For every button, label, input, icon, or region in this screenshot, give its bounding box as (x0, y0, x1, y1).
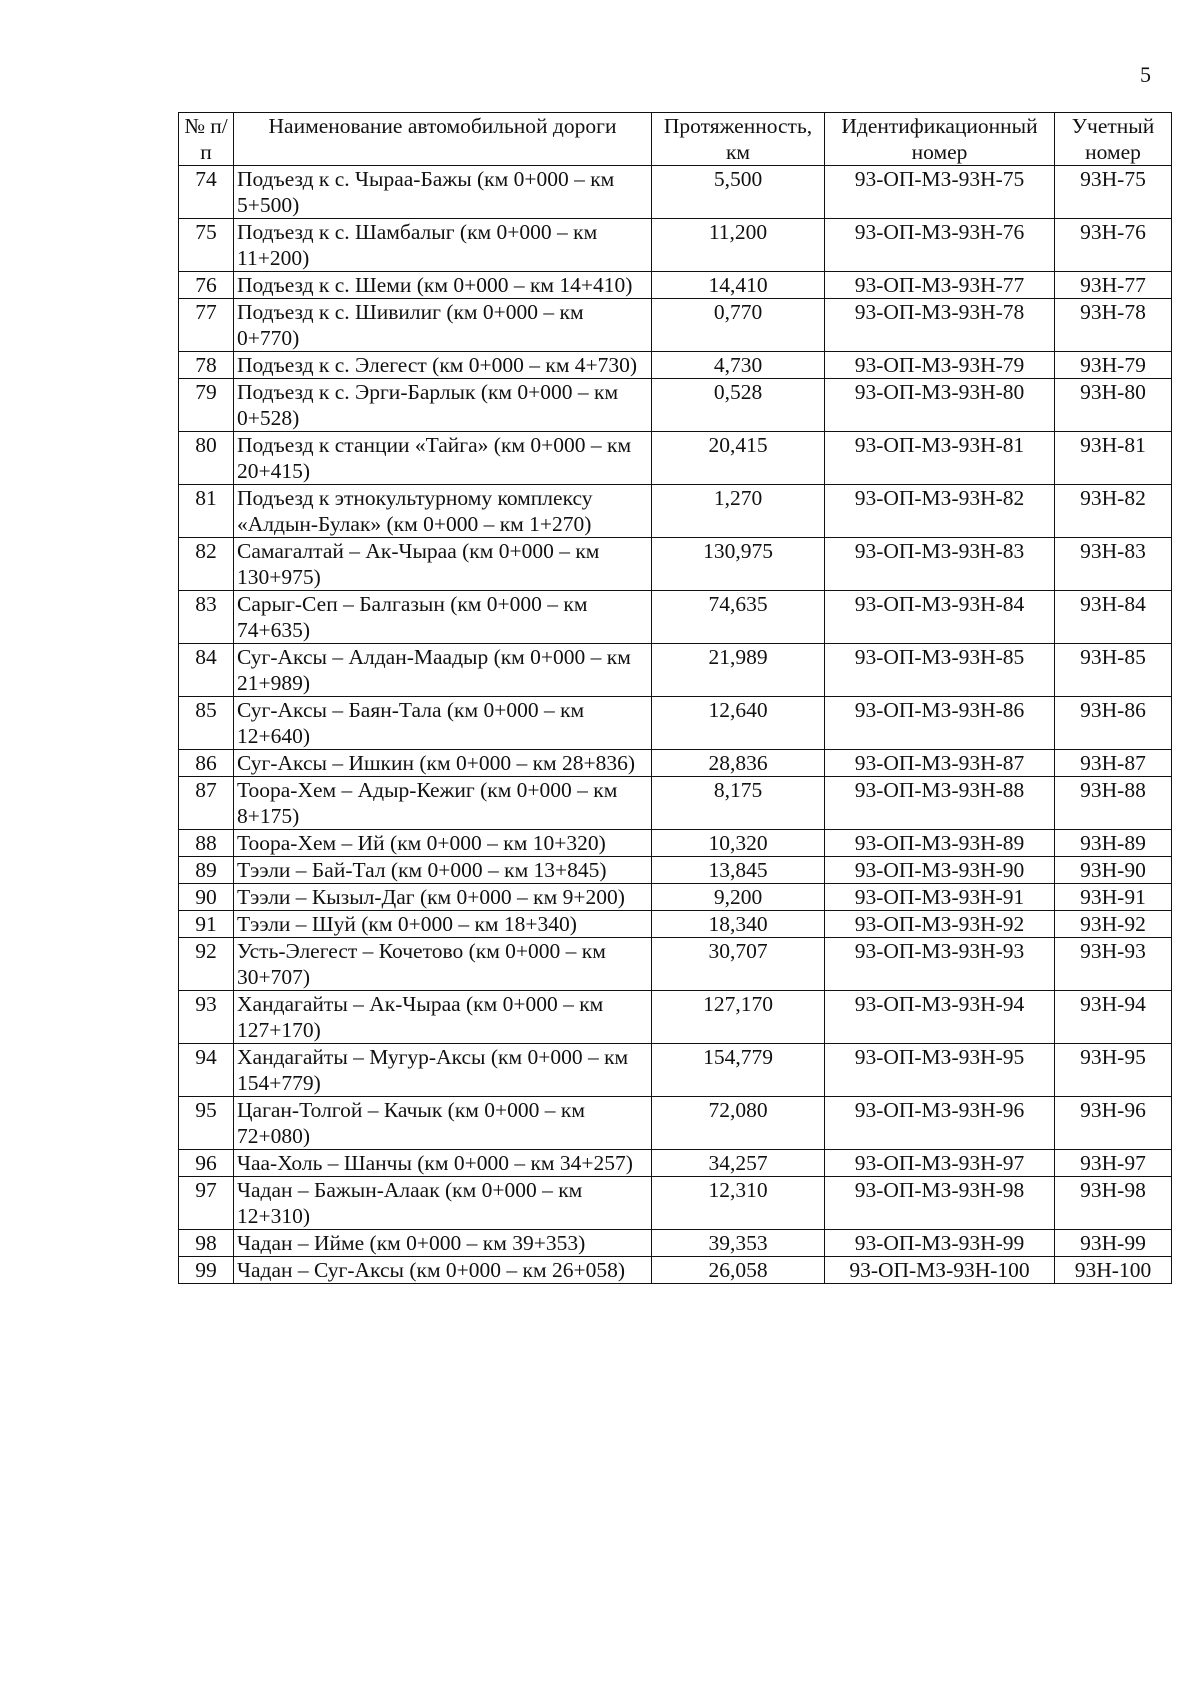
cell-num: 95 (179, 1097, 234, 1150)
cell-length: 5,500 (652, 166, 825, 219)
header-id: Идентификационный номер (825, 113, 1055, 166)
table-row (179, 272, 1172, 299)
table-row (179, 1230, 1172, 1257)
cell-length: 0,770 (652, 299, 825, 352)
table-row (179, 1257, 1172, 1284)
cell-num: 77 (179, 299, 234, 352)
cell-length: 4,730 (652, 352, 825, 379)
cell-length: 130,975 (652, 538, 825, 591)
cell-road-name: Подъезд к с. Эрги-Барлык (км 0+000 – км 0+528) (234, 379, 652, 432)
cell-id-number: 93-ОП-МЗ-93Н-100 (825, 1257, 1055, 1284)
cell-road-name: Подъезд к с. Шеми (км 0+000 – км 14+410) (234, 272, 652, 299)
cell-road-name: Тээли – Кызыл-Даг (км 0+000 – км 9+200) (234, 884, 652, 911)
cell-id-number: 93-ОП-МЗ-93Н-90 (825, 857, 1055, 884)
cell-length: 13,845 (652, 857, 825, 884)
cell-length: 14,410 (652, 272, 825, 299)
cell-id-number: 93-ОП-МЗ-93Н-78 (825, 299, 1055, 352)
cell-account-number: 93Н-90 (1055, 857, 1172, 884)
table-row (179, 991, 1172, 1044)
cell-account-number: 93Н-78 (1055, 299, 1172, 352)
cell-account-number: 93Н-82 (1055, 485, 1172, 538)
cell-num: 94 (179, 1044, 234, 1097)
cell-account-number: 93Н-94 (1055, 991, 1172, 1044)
cell-num: 84 (179, 644, 234, 697)
cell-road-name: Хандагайты – Ак-Чыраа (км 0+000 – км 127+170) (234, 991, 652, 1044)
cell-road-name: Подъезд к с. Элегест (км 0+000 – км 4+730) (234, 352, 652, 379)
cell-account-number: 93Н-95 (1055, 1044, 1172, 1097)
cell-account-number: 93Н-99 (1055, 1230, 1172, 1257)
cell-account-number: 93Н-79 (1055, 352, 1172, 379)
cell-length: 10,320 (652, 830, 825, 857)
cell-account-number: 93Н-77 (1055, 272, 1172, 299)
cell-num: 82 (179, 538, 234, 591)
cell-road-name: Тоора-Хем – Адыр-Кежиг (км 0+000 – км 8+175) (234, 777, 652, 830)
cell-id-number: 93-ОП-МЗ-93Н-96 (825, 1097, 1055, 1150)
cell-length: 26,058 (652, 1257, 825, 1284)
cell-id-number: 93-ОП-МЗ-93Н-89 (825, 830, 1055, 857)
table-row (179, 432, 1172, 485)
cell-account-number: 93Н-80 (1055, 379, 1172, 432)
page-number: 5 (1140, 62, 1151, 87)
table-row (179, 830, 1172, 857)
cell-length: 74,635 (652, 591, 825, 644)
cell-length: 154,779 (652, 1044, 825, 1097)
cell-num: 80 (179, 432, 234, 485)
cell-id-number: 93-ОП-МЗ-93Н-77 (825, 272, 1055, 299)
header-length: Протяженность, км (652, 113, 825, 166)
cell-account-number: 93Н-91 (1055, 884, 1172, 911)
cell-id-number: 93-ОП-МЗ-93Н-95 (825, 1044, 1055, 1097)
cell-num: 98 (179, 1230, 234, 1257)
table-row (179, 884, 1172, 911)
table-row (179, 911, 1172, 938)
cell-id-number: 93-ОП-МЗ-93Н-80 (825, 379, 1055, 432)
cell-id-number: 93-ОП-МЗ-93Н-75 (825, 166, 1055, 219)
table-row (179, 857, 1172, 884)
cell-account-number: 93Н-96 (1055, 1097, 1172, 1150)
cell-account-number: 93Н-81 (1055, 432, 1172, 485)
cell-road-name: Тээли – Бай-Тал (км 0+000 – км 13+845) (234, 857, 652, 884)
cell-account-number: 93Н-76 (1055, 219, 1172, 272)
cell-id-number: 93-ОП-МЗ-93Н-81 (825, 432, 1055, 485)
cell-length: 8,175 (652, 777, 825, 830)
cell-road-name: Тоора-Хем – Ий (км 0+000 – км 10+320) (234, 830, 652, 857)
cell-num: 91 (179, 911, 234, 938)
cell-id-number: 93-ОП-МЗ-93Н-82 (825, 485, 1055, 538)
table-row (179, 352, 1172, 379)
cell-id-number: 93-ОП-МЗ-93Н-79 (825, 352, 1055, 379)
table-row (179, 1044, 1172, 1097)
cell-length: 39,353 (652, 1230, 825, 1257)
table-row (179, 1150, 1172, 1177)
cell-id-number: 93-ОП-МЗ-93Н-94 (825, 991, 1055, 1044)
cell-num: 74 (179, 166, 234, 219)
cell-id-number: 93-ОП-МЗ-93Н-88 (825, 777, 1055, 830)
table-row (179, 1177, 1172, 1230)
cell-length: 12,310 (652, 1177, 825, 1230)
cell-id-number: 93-ОП-МЗ-93Н-85 (825, 644, 1055, 697)
table-row (179, 219, 1172, 272)
cell-road-name: Самагалтай – Ак-Чыраа (км 0+000 – км 130+975) (234, 538, 652, 591)
cell-road-name: Суг-Аксы – Алдан-Маадыр (км 0+000 – км 21+989) (234, 644, 652, 697)
cell-id-number: 93-ОП-МЗ-93Н-93 (825, 938, 1055, 991)
cell-account-number: 93Н-84 (1055, 591, 1172, 644)
cell-num: 92 (179, 938, 234, 991)
table-row (179, 938, 1172, 991)
cell-road-name: Цаган-Толгой – Качык (км 0+000 – км 72+080) (234, 1097, 652, 1150)
cell-length: 0,528 (652, 379, 825, 432)
cell-length: 72,080 (652, 1097, 825, 1150)
table-row (179, 538, 1172, 591)
cell-length: 127,170 (652, 991, 825, 1044)
cell-length: 9,200 (652, 884, 825, 911)
cell-id-number: 93-ОП-МЗ-93Н-84 (825, 591, 1055, 644)
table-row (179, 166, 1172, 219)
cell-num: 88 (179, 830, 234, 857)
cell-road-name: Подъезд к с. Шамбалыг (км 0+000 – км 11+200) (234, 219, 652, 272)
cell-road-name: Чаа-Холь – Шанчы (км 0+000 – км 34+257) (234, 1150, 652, 1177)
cell-length: 21,989 (652, 644, 825, 697)
cell-account-number: 93Н-87 (1055, 750, 1172, 777)
cell-road-name: Чадан – Суг-Аксы (км 0+000 – км 26+058) (234, 1257, 652, 1284)
cell-length: 18,340 (652, 911, 825, 938)
cell-account-number: 93Н-93 (1055, 938, 1172, 991)
cell-length: 12,640 (652, 697, 825, 750)
cell-num: 75 (179, 219, 234, 272)
cell-num: 78 (179, 352, 234, 379)
table-row (179, 1097, 1172, 1150)
cell-id-number: 93-ОП-МЗ-93Н-86 (825, 697, 1055, 750)
table-row (179, 777, 1172, 830)
cell-num: 90 (179, 884, 234, 911)
header-num: № п/п (179, 113, 234, 166)
header-name: Наименование автомобильной дороги (234, 113, 652, 166)
cell-account-number: 93Н-86 (1055, 697, 1172, 750)
cell-id-number: 93-ОП-МЗ-93Н-91 (825, 884, 1055, 911)
cell-road-name: Чадан – Ийме (км 0+000 – км 39+353) (234, 1230, 652, 1257)
table-row (179, 697, 1172, 750)
cell-account-number: 93Н-75 (1055, 166, 1172, 219)
cell-num: 89 (179, 857, 234, 884)
cell-id-number: 93-ОП-МЗ-93Н-99 (825, 1230, 1055, 1257)
cell-id-number: 93-ОП-МЗ-93Н-92 (825, 911, 1055, 938)
cell-road-name: Чадан – Бажын-Алаак (км 0+000 – км 12+310) (234, 1177, 652, 1230)
table-row (179, 591, 1172, 644)
cell-num: 83 (179, 591, 234, 644)
cell-id-number: 93-ОП-МЗ-93Н-97 (825, 1150, 1055, 1177)
cell-road-name: Суг-Аксы – Баян-Тала (км 0+000 – км 12+640) (234, 697, 652, 750)
cell-road-name: Подъезд к с. Шивилиг (км 0+000 – км 0+770) (234, 299, 652, 352)
cell-num: 81 (179, 485, 234, 538)
cell-account-number: 93Н-100 (1055, 1257, 1172, 1284)
cell-road-name: Усть-Элегест – Кочетово (км 0+000 – км 30+707) (234, 938, 652, 991)
cell-id-number: 93-ОП-МЗ-93Н-87 (825, 750, 1055, 777)
cell-road-name: Подъезд к этнокультурному комплексу «Алдын-Булак» (км 0+000 – км 1+270) (234, 485, 652, 538)
table-row (179, 299, 1172, 352)
cell-account-number: 93Н-98 (1055, 1177, 1172, 1230)
cell-length: 30,707 (652, 938, 825, 991)
cell-account-number: 93Н-89 (1055, 830, 1172, 857)
cell-road-name: Тээли – Шуй (км 0+000 – км 18+340) (234, 911, 652, 938)
table-header-row (179, 113, 1172, 166)
cell-road-name: Сарыг-Сеп – Балгазын (км 0+000 – км 74+635) (234, 591, 652, 644)
cell-road-name: Хандагайты – Мугур-Аксы (км 0+000 – км 154+779) (234, 1044, 652, 1097)
cell-num: 99 (179, 1257, 234, 1284)
cell-id-number: 93-ОП-МЗ-93Н-98 (825, 1177, 1055, 1230)
cell-account-number: 93Н-97 (1055, 1150, 1172, 1177)
table-row (179, 379, 1172, 432)
cell-road-name: Подъезд к станции «Тайга» (км 0+000 – км 20+415) (234, 432, 652, 485)
cell-num: 97 (179, 1177, 234, 1230)
cell-num: 85 (179, 697, 234, 750)
cell-account-number: 93Н-92 (1055, 911, 1172, 938)
cell-num: 86 (179, 750, 234, 777)
cell-length: 28,836 (652, 750, 825, 777)
cell-length: 1,270 (652, 485, 825, 538)
cell-account-number: 93Н-83 (1055, 538, 1172, 591)
table-row (179, 644, 1172, 697)
cell-account-number: 93Н-88 (1055, 777, 1172, 830)
cell-num: 76 (179, 272, 234, 299)
cell-length: 20,415 (652, 432, 825, 485)
cell-length: 11,200 (652, 219, 825, 272)
roads-table (178, 112, 1172, 1284)
table-row (179, 485, 1172, 538)
cell-road-name: Подъезд к с. Чыраа-Бажы (км 0+000 – км 5+500) (234, 166, 652, 219)
cell-num: 79 (179, 379, 234, 432)
cell-account-number: 93Н-85 (1055, 644, 1172, 697)
table-body (179, 166, 1172, 1284)
cell-length: 34,257 (652, 1150, 825, 1177)
table-row (179, 750, 1172, 777)
cell-id-number: 93-ОП-МЗ-93Н-76 (825, 219, 1055, 272)
cell-num: 93 (179, 991, 234, 1044)
header-account: Учетный номер (1055, 113, 1172, 166)
cell-id-number: 93-ОП-МЗ-93Н-83 (825, 538, 1055, 591)
cell-num: 96 (179, 1150, 234, 1177)
cell-num: 87 (179, 777, 234, 830)
cell-road-name: Суг-Аксы – Ишкин (км 0+000 – км 28+836) (234, 750, 652, 777)
